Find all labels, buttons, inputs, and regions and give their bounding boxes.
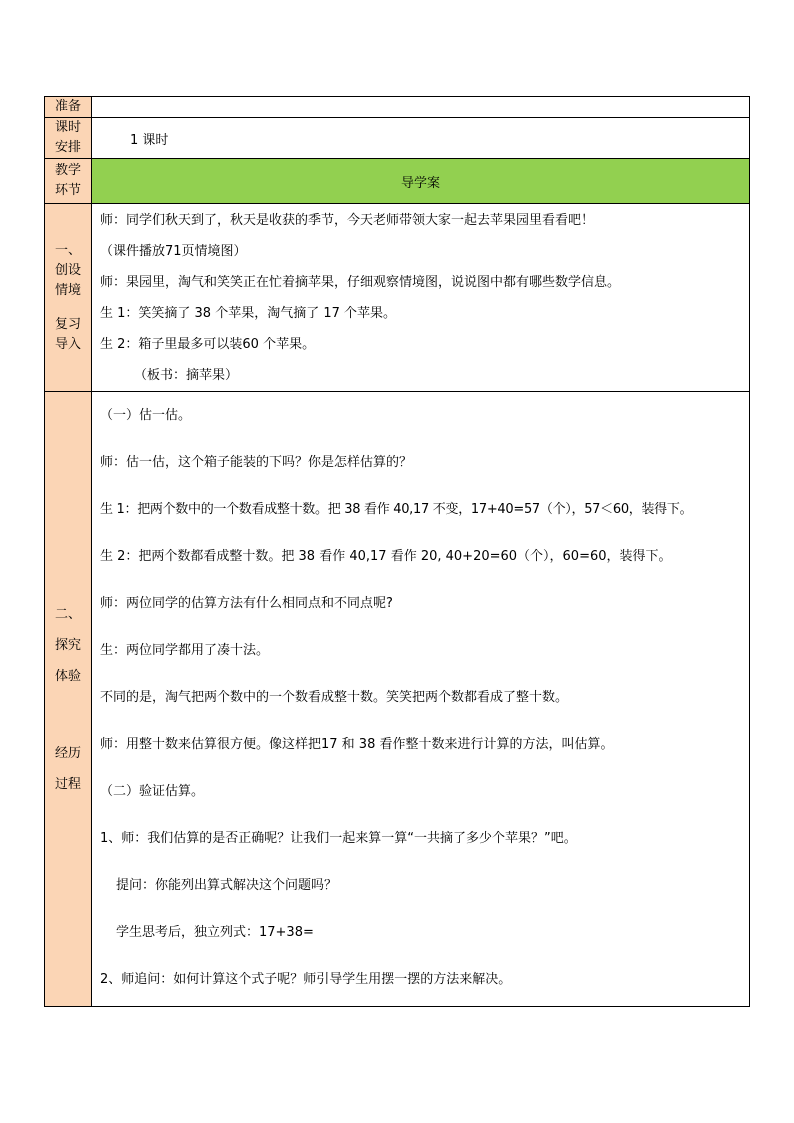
row-preparation xyxy=(45,97,750,118)
text-line: （二）验证估算。 xyxy=(100,784,205,799)
label-line: 安排 xyxy=(54,140,81,155)
text-line: 2、师追问：如何计算这个式子呢？师引导学生用摆一摆的方法来解决。 xyxy=(100,972,512,987)
content-lesson-time: 1 课时 xyxy=(92,118,750,159)
text-line: 学生思考后，独立列式：17+38= xyxy=(116,925,314,940)
label-line: 过程 xyxy=(54,776,81,792)
text-line: 生 2：把两个数都看成整十数。把 38 看作 40,17 看作 20, 40+20=60（个），60=60，装得下。 xyxy=(100,549,672,564)
label-line: 教学 xyxy=(54,163,81,178)
text-line: 不同的是，淘气把两个数中的一个数看成整十数。笑笑把两个数都看成了整十数。 xyxy=(100,690,569,705)
row-lesson-time xyxy=(45,118,750,159)
content-preparation xyxy=(92,97,750,118)
text-line: （一）估一估。 xyxy=(100,408,192,423)
lesson-plan-table xyxy=(44,96,750,1007)
text-line: 师：两位同学的估算方法有什么相同点和不同点呢? xyxy=(100,596,393,611)
label-line: 创设 xyxy=(54,262,81,278)
text-line: 生：两位同学都用了凑十法。 xyxy=(100,643,270,658)
label-line: 探究 xyxy=(54,637,81,653)
label-section-2 xyxy=(45,392,92,1007)
text-line: 师：同学们秋天到了，秋天是收获的季节，今天老师带领大家一起去苹果园里看看吧！ xyxy=(100,213,595,228)
label-line: 课时 xyxy=(54,120,81,135)
label-line: 一、 xyxy=(54,242,81,258)
label-section-1 xyxy=(45,204,92,392)
label-line: 二、 xyxy=(54,606,81,622)
text-line: 生 2：箱子里最多可以装60 个苹果。 xyxy=(100,337,316,352)
label-preparation: 准备 xyxy=(45,97,92,118)
text-line: （板书：摘苹果） xyxy=(134,368,239,383)
label-lesson-time xyxy=(45,118,92,159)
text-line: 1、师：我们估算的是否正确呢？让我们一起来算一算“一共摘了多少个苹果？”吧。 xyxy=(100,831,577,846)
text-line: 师：用整十数来估算很方便。像这样把17 和 38 看作整十数来进行计算的方法，叫估算。 xyxy=(100,737,614,752)
text-line: 师：估一估，这个箱子能装的下吗？你是怎样估算的？ xyxy=(100,455,413,470)
content-section-1 xyxy=(92,204,750,392)
row-section-2 xyxy=(45,392,750,1007)
text-line: 生 1：把两个数中的一个数看成整十数。把 38 看作 40,17 不变，17+40=57（个），57＜60，装得下。 xyxy=(100,502,693,517)
text-line: 师：果园里，淘气和笑笑正在忙着摘苹果，仔细观察情境图，说说图中都有哪些数学信息。 xyxy=(100,275,621,290)
label-line: 导入 xyxy=(54,336,81,352)
header-guide-plan: 导学案 xyxy=(92,159,750,204)
label-line: 经历 xyxy=(54,745,81,761)
label-line: 体验 xyxy=(54,668,81,684)
label-line: 环节 xyxy=(54,183,81,198)
text-line: （课件播放71页情境图） xyxy=(100,244,247,259)
text-line: 生 1：笑笑摘了 38 个苹果，淘气摘了 17 个苹果。 xyxy=(100,306,397,321)
row-section-1 xyxy=(45,204,750,392)
label-line: 情境 xyxy=(54,282,81,298)
content-section-2 xyxy=(92,392,750,1007)
label-teaching-stage xyxy=(45,159,92,204)
text-line: 提问：你能列出算式解决这个问题吗？ xyxy=(116,878,338,893)
label-line: 复习 xyxy=(54,316,81,332)
row-teaching-stage xyxy=(45,159,750,204)
